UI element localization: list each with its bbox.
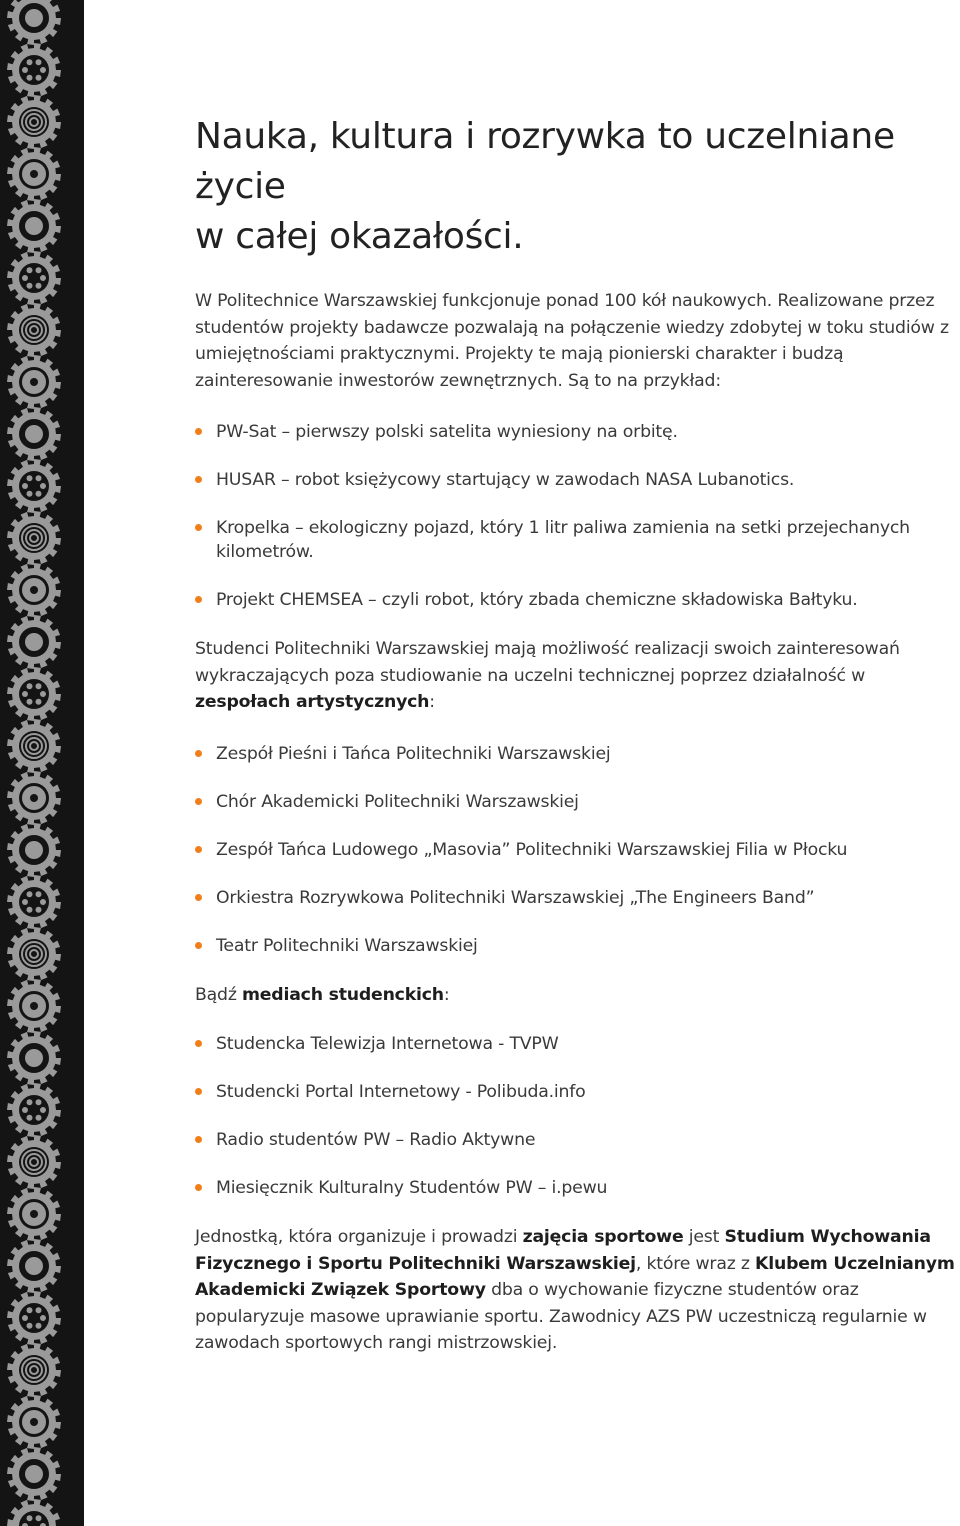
- gear-icon: [7, 979, 61, 1033]
- gear-icon: [7, 1343, 61, 1397]
- arts-paragraph: Studenci Politechniki Warszawskiej mają możliwość realizacji swoich zainteresowań wykraczających poza studiowanie na uczelni technicznej poprzez działalność w zespołach artystycznych:: [195, 639, 900, 712]
- page-title-line-1: Nauka, kultura i rozrywka to uczelniane życie: [195, 116, 895, 207]
- gear-icon: [7, 355, 61, 409]
- gear-icon: [7, 147, 61, 201]
- gear-icon: [7, 1447, 61, 1501]
- gear-icon: [7, 1395, 61, 1449]
- bullet-icon: [195, 846, 202, 853]
- intro-paragraph: W Politechnice Warszawskiej funkcjonuje ponad 100 kół naukowych. Realizowane przez studentów projekty badawcze pozwalają na połączenie wiedzy zdobytej w toku studiów z umiejętnościami praktycznymi. Projekty te mają pionierski charakter i budzą zainteresowanie inwestorów zewnętrznych. Są to na przykład:: [195, 291, 949, 391]
- page-title-line-2: w całej okazałości.: [195, 216, 524, 257]
- page-title: [195, 112, 957, 262]
- list-item: Studencka Telewizja Internetowa - TVPW: [195, 1032, 957, 1056]
- bullet-icon: [195, 596, 202, 603]
- sport-paragraph: Jednostką, która organizuje i prowadzi zajęcia sportowe jest Studium Wychowania Fizycznego i Sportu Politechniki Warszawskiej, które wraz z Klubem Uczelnianym Akademicki Związek Sportowy dba o wychowanie fizyczne studentów oraz popularyzuje masowe uprawianie sportu. Zawodnicy AZS PW uczestniczą regularnie w zawodach sportowych rangi mistrzowskiej.: [195, 1227, 955, 1353]
- media-list: [195, 1032, 957, 1200]
- list-item: HUSAR – robot księżycowy startujący w zawodach NASA Lubanotics.: [195, 468, 957, 492]
- list-item: Studencki Portal Internetowy - Polibuda.info: [195, 1080, 957, 1104]
- bullet-icon: [195, 798, 202, 805]
- sport-highlight-2: Studium Wychowania Fizycznego i Sportu Politechniki Warszawskiej: [195, 1227, 931, 1274]
- gear-strip: [0, 0, 84, 1526]
- list-item: Miesięcznik Kulturalny Studentów PW – i.pewu: [195, 1176, 957, 1200]
- decorative-sidebar: [0, 0, 84, 1526]
- bullet-icon: [195, 524, 202, 531]
- bullet-icon: [195, 894, 202, 901]
- gear-icon: [7, 43, 61, 97]
- gear-icon: [7, 95, 61, 149]
- gear-icon: [7, 251, 61, 305]
- list-item: Kropelka – ekologiczny pojazd, który 1 litr paliwa zamienia na setki przejechanych kilometrów.: [195, 516, 957, 564]
- list-item: Teatr Politechniki Warszawskiej: [195, 934, 957, 958]
- gear-icon: [7, 1031, 61, 1085]
- gear-icon: [7, 719, 61, 773]
- list-item: Radio studentów PW – Radio Aktywne: [195, 1128, 957, 1152]
- art-groups-list: [195, 742, 957, 958]
- bullet-icon: [195, 1088, 202, 1095]
- main-content: [195, 112, 957, 1357]
- bullet-icon: [195, 1136, 202, 1143]
- gear-icon: [7, 199, 61, 253]
- gear-icon: [7, 667, 61, 721]
- gear-icon: [7, 407, 61, 461]
- bullet-icon: [195, 750, 202, 757]
- list-item: Orkiestra Rozrywkowa Politechniki Warszawskiej „The Engineers Band”: [195, 886, 957, 910]
- bullet-icon: [195, 1184, 202, 1191]
- list-item: Chór Akademicki Politechniki Warszawskiej: [195, 790, 957, 814]
- gear-icon: [7, 563, 61, 617]
- gear-icon: [7, 1135, 61, 1189]
- gear-icon: [7, 1291, 61, 1345]
- list-item: Zespół Tańca Ludowego „Masovia” Politechniki Warszawskiej Filia w Płocku: [195, 838, 957, 862]
- gear-icon: [7, 771, 61, 825]
- bullet-icon: [195, 476, 202, 483]
- gear-icon: [7, 823, 61, 877]
- gear-icon: [7, 1187, 61, 1241]
- list-item: PW-Sat – pierwszy polski satelita wyniesiony na orbitę.: [195, 420, 957, 444]
- gear-icon: [7, 1239, 61, 1293]
- gear-icon: [7, 875, 61, 929]
- list-item: Projekt CHEMSEA – czyli robot, który zbada chemiczne składowiska Bałtyku.: [195, 588, 957, 612]
- bullet-icon: [195, 1040, 202, 1047]
- gear-icon: [7, 0, 61, 45]
- projects-list: [195, 420, 957, 612]
- sport-highlight-1: zajęcia sportowe: [522, 1227, 684, 1247]
- media-highlight: mediach studenckich: [241, 984, 444, 1005]
- gear-icon: [7, 459, 61, 513]
- gear-icon: [7, 303, 61, 357]
- list-item: Zespół Pieśni i Tańca Politechniki Warszawskiej: [195, 742, 957, 766]
- sport-highlight-3: Klubem Uczelnianym Akademicki Związek Sportowy: [195, 1253, 955, 1300]
- arts-highlight: zespołach artystycznych: [195, 692, 430, 712]
- bullet-icon: [195, 428, 202, 435]
- bullet-icon: [195, 942, 202, 949]
- media-paragraph: Bądź mediach studenckich:: [195, 984, 450, 1005]
- gear-icon: [7, 615, 61, 669]
- gear-icon: [7, 511, 61, 565]
- gear-icon: [7, 1083, 61, 1137]
- gear-icon: [7, 927, 61, 981]
- gear-icon: [7, 1499, 61, 1526]
